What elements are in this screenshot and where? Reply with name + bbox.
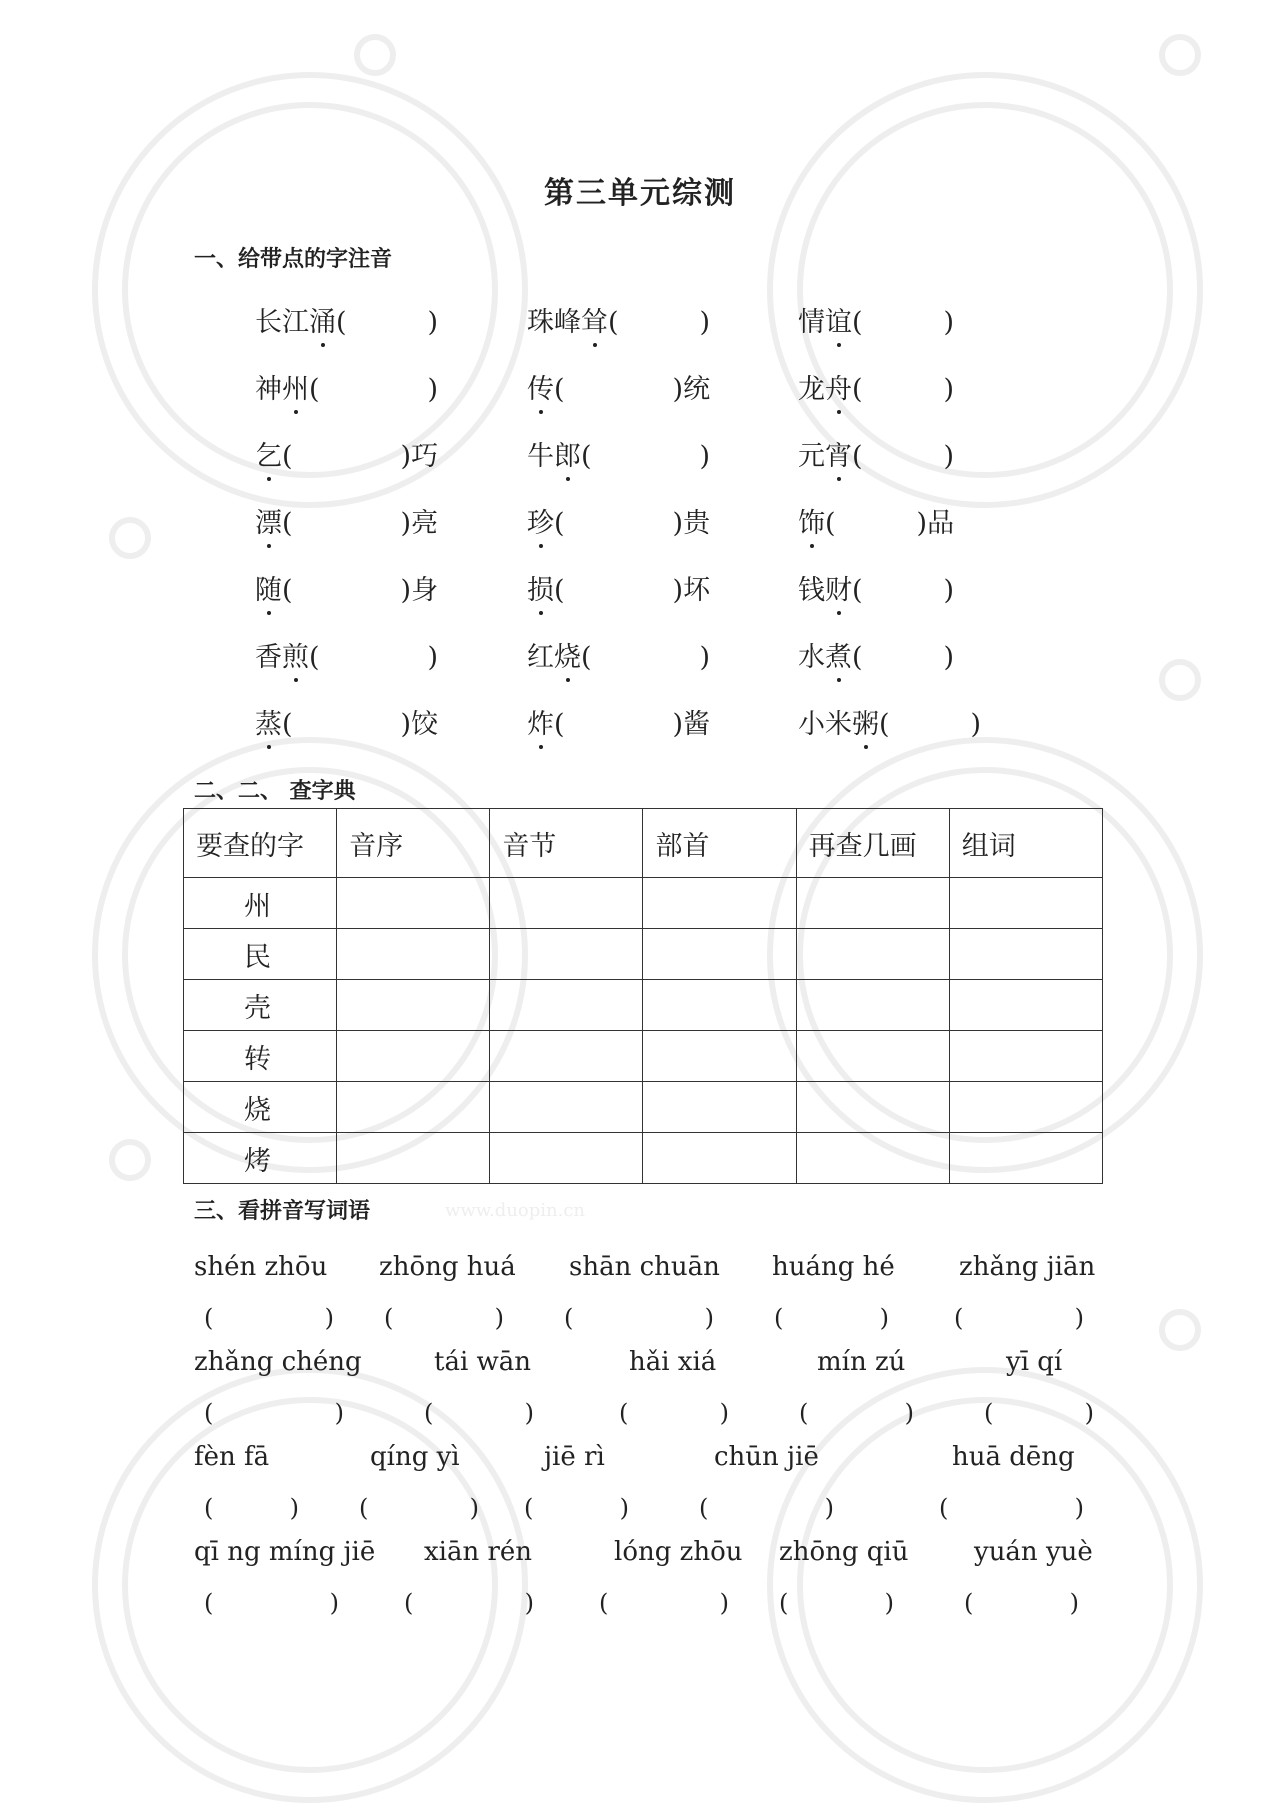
answer-blank[interactable]: ( ) bbox=[581, 441, 711, 472]
pinyin-row bbox=[194, 1347, 1094, 1395]
col-header: 要查的字 bbox=[184, 809, 337, 878]
answer-blank[interactable] bbox=[619, 1399, 729, 1427]
annotation-row bbox=[255, 702, 1055, 769]
word-part: 钱 bbox=[798, 575, 825, 606]
annotation-row bbox=[255, 501, 1055, 568]
section3-heading: 三、看拼音写词语 bbox=[194, 1199, 371, 1224]
dotted-char: 宵 bbox=[825, 434, 852, 473]
dotted-char: 舟 bbox=[825, 367, 852, 406]
bracket-close: ) bbox=[1074, 1304, 1084, 1332]
bracket-close: ) bbox=[289, 1494, 299, 1522]
pinyin-word: zhǎng chéng bbox=[194, 1347, 362, 1377]
annotation-item bbox=[255, 568, 438, 608]
col-header: 音序 bbox=[337, 809, 490, 878]
bracket-open: ( bbox=[404, 1589, 414, 1617]
answer-cell[interactable] bbox=[949, 878, 1102, 929]
answer-cell[interactable] bbox=[337, 929, 490, 980]
lookup-char: 壳 bbox=[184, 980, 337, 1031]
bracket-open: ( bbox=[524, 1494, 534, 1522]
bracket-close: ) bbox=[884, 1589, 894, 1617]
bracket-close: ) bbox=[824, 1494, 834, 1522]
pinyin-annotation-grid bbox=[255, 300, 1055, 769]
annotation-item bbox=[527, 568, 710, 608]
bracket-close: ) bbox=[334, 1399, 344, 1427]
lookup-char: 烤 bbox=[184, 1133, 337, 1184]
bracket-close: ) bbox=[1084, 1399, 1094, 1427]
answer-cell[interactable] bbox=[949, 1082, 1102, 1133]
answer-cell[interactable] bbox=[796, 980, 949, 1031]
word-part: 牛 bbox=[527, 441, 554, 472]
pinyin-word: zhōng huá bbox=[379, 1252, 516, 1282]
table-row bbox=[184, 980, 1103, 1031]
answer-row bbox=[194, 1395, 1094, 1442]
word-part: 坏 bbox=[683, 575, 711, 606]
pinyin-word: lóng zhōu bbox=[614, 1537, 743, 1567]
answer-blank[interactable] bbox=[564, 1304, 714, 1332]
answer-blank[interactable] bbox=[404, 1589, 534, 1617]
dotted-char: 煮 bbox=[825, 635, 852, 674]
lookup-char: 烧 bbox=[184, 1082, 337, 1133]
dotted-char: 传 bbox=[527, 367, 554, 406]
answer-blank[interactable] bbox=[599, 1589, 729, 1617]
word-part: 饺 bbox=[411, 709, 439, 740]
dotted-char: 烧 bbox=[554, 635, 581, 674]
answer-cell[interactable] bbox=[643, 1031, 796, 1082]
answer-row bbox=[194, 1585, 1094, 1632]
answer-cell[interactable] bbox=[949, 1133, 1102, 1184]
answer-cell[interactable] bbox=[796, 878, 949, 929]
answer-cell[interactable] bbox=[949, 929, 1102, 980]
answer-cell[interactable] bbox=[490, 929, 643, 980]
pinyin-word: xiān rén bbox=[424, 1537, 533, 1567]
dotted-char: 煎 bbox=[282, 635, 309, 674]
dotted-char: 乞 bbox=[255, 434, 282, 473]
pinyin-row bbox=[194, 1252, 1094, 1300]
bracket-open: ( bbox=[359, 1494, 369, 1522]
annotation-item bbox=[255, 367, 438, 407]
bracket-open: ( bbox=[799, 1399, 809, 1427]
pinyin-writing-grid bbox=[194, 1252, 1094, 1632]
dotted-char: 财 bbox=[825, 568, 852, 607]
bracket-open: ( bbox=[204, 1399, 214, 1427]
answer-cell[interactable] bbox=[490, 1031, 643, 1082]
annotation-item bbox=[798, 300, 954, 340]
annotation-item bbox=[255, 300, 438, 340]
answer-cell[interactable] bbox=[796, 929, 949, 980]
pinyin-word: shān chuān bbox=[569, 1252, 720, 1282]
word-part: 珠峰 bbox=[527, 307, 581, 338]
annotation-item bbox=[798, 635, 954, 675]
dotted-char: 损 bbox=[527, 568, 554, 607]
bracket-close: ) bbox=[704, 1304, 714, 1332]
bracket-open: ( bbox=[204, 1304, 214, 1332]
bracket-close: ) bbox=[524, 1399, 534, 1427]
lookup-char: 州 bbox=[184, 878, 337, 929]
bracket-close: ) bbox=[324, 1304, 334, 1332]
answer-cell[interactable] bbox=[337, 1031, 490, 1082]
dotted-char: 耸 bbox=[581, 300, 608, 339]
answer-cell[interactable] bbox=[337, 1133, 490, 1184]
watermark-url: www.duopin.cn bbox=[445, 1200, 586, 1221]
answer-cell[interactable] bbox=[337, 878, 490, 929]
answer-cell[interactable] bbox=[337, 980, 490, 1031]
answer-blank[interactable] bbox=[524, 1494, 629, 1522]
answer-blank[interactable] bbox=[964, 1589, 1079, 1617]
answer-cell[interactable] bbox=[949, 980, 1102, 1031]
table-header-row bbox=[184, 809, 1103, 878]
answer-blank[interactable]: ( ) bbox=[554, 709, 684, 740]
answer-cell[interactable] bbox=[643, 980, 796, 1031]
annotation-item bbox=[798, 702, 981, 742]
bracket-close: ) bbox=[904, 1399, 914, 1427]
bracket-open: ( bbox=[939, 1494, 949, 1522]
bracket-open: ( bbox=[774, 1304, 784, 1332]
table-row bbox=[184, 929, 1103, 980]
annotation-row bbox=[255, 300, 1055, 367]
col-header: 组词 bbox=[949, 809, 1102, 878]
pinyin-word: qī ng míng jiē bbox=[194, 1537, 376, 1567]
bracket-open: ( bbox=[424, 1399, 434, 1427]
answer-blank[interactable]: ( ) bbox=[282, 575, 412, 606]
annotation-item bbox=[527, 635, 710, 675]
word-part: 神 bbox=[255, 374, 282, 405]
bracket-open: ( bbox=[619, 1399, 629, 1427]
word-part: 品 bbox=[927, 508, 955, 539]
answer-blank[interactable] bbox=[774, 1304, 889, 1332]
annotation-item bbox=[798, 501, 954, 541]
bracket-open: ( bbox=[779, 1589, 789, 1617]
answer-blank[interactable]: ( ) bbox=[554, 575, 684, 606]
answer-blank[interactable]: ( ) bbox=[852, 575, 955, 606]
pinyin-row bbox=[194, 1537, 1094, 1585]
annotation-row bbox=[255, 434, 1055, 501]
answer-row bbox=[194, 1490, 1094, 1537]
word-part: 元 bbox=[798, 441, 825, 472]
dictionary-table bbox=[183, 808, 1103, 1184]
answer-blank[interactable]: ( ) bbox=[554, 508, 684, 539]
answer-blank[interactable] bbox=[204, 1494, 299, 1522]
answer-blank[interactable] bbox=[939, 1494, 1084, 1522]
dotted-char: 漂 bbox=[255, 501, 282, 540]
section2-heading: 二、二、 查字典 bbox=[194, 779, 356, 804]
pinyin-word: fèn fā bbox=[194, 1442, 270, 1472]
pinyin-word: tái wān bbox=[434, 1347, 532, 1377]
pinyin-word: zhǎng jiān bbox=[959, 1252, 1096, 1282]
word-part: 长江 bbox=[255, 307, 309, 338]
bracket-close: ) bbox=[719, 1399, 729, 1427]
pinyin-word: qíng yì bbox=[370, 1442, 460, 1472]
bracket-close: ) bbox=[494, 1304, 504, 1332]
answer-blank[interactable] bbox=[204, 1304, 334, 1332]
pinyin-word: hǎi xiá bbox=[629, 1347, 717, 1377]
word-part: 身 bbox=[411, 575, 439, 606]
dotted-char: 饰 bbox=[798, 501, 825, 540]
dotted-char: 州 bbox=[282, 367, 309, 406]
annotation-item bbox=[527, 702, 710, 742]
bracket-close: ) bbox=[524, 1589, 534, 1617]
col-header: 部首 bbox=[643, 809, 796, 878]
annotation-item bbox=[798, 568, 954, 608]
word-part: 小米 bbox=[798, 709, 852, 740]
dotted-char: 随 bbox=[255, 568, 282, 607]
pinyin-word: zhōng qiū bbox=[779, 1537, 909, 1567]
answer-cell[interactable] bbox=[490, 980, 643, 1031]
annotation-item bbox=[255, 434, 438, 474]
bracket-open: ( bbox=[984, 1399, 994, 1427]
answer-cell[interactable] bbox=[796, 1133, 949, 1184]
word-part: 统 bbox=[683, 374, 711, 405]
answer-cell[interactable] bbox=[643, 929, 796, 980]
answer-blank[interactable]: ( ) bbox=[282, 508, 412, 539]
pinyin-word: yuán yuè bbox=[974, 1537, 1093, 1567]
pinyin-word: mín zú bbox=[817, 1347, 906, 1377]
pinyin-word: chūn jiē bbox=[714, 1442, 819, 1472]
answer-blank[interactable]: ( ) bbox=[852, 307, 955, 338]
answer-blank[interactable] bbox=[204, 1589, 339, 1617]
word-part: 龙 bbox=[798, 374, 825, 405]
section1-heading: 一、给带点的字注音 bbox=[194, 247, 393, 272]
page-title: 第三单元综测 bbox=[544, 176, 736, 211]
lookup-char: 民 bbox=[184, 929, 337, 980]
table-row bbox=[184, 878, 1103, 929]
bracket-close: ) bbox=[719, 1589, 729, 1617]
bracket-close: ) bbox=[1074, 1494, 1084, 1522]
annotation-item bbox=[255, 702, 438, 742]
bracket-open: ( bbox=[204, 1494, 214, 1522]
answer-blank[interactable]: ( ) bbox=[852, 642, 955, 673]
table-row bbox=[184, 1031, 1103, 1082]
dotted-char: 谊 bbox=[825, 300, 852, 339]
dotted-char: 蒸 bbox=[255, 702, 282, 741]
word-part: 贵 bbox=[683, 508, 711, 539]
pinyin-word: jiē rì bbox=[544, 1442, 605, 1472]
answer-blank[interactable] bbox=[384, 1304, 504, 1332]
answer-cell[interactable] bbox=[490, 1082, 643, 1133]
word-part: 香 bbox=[255, 642, 282, 673]
dotted-char: 粥 bbox=[852, 702, 879, 741]
annotation-item bbox=[527, 300, 710, 340]
annotation-item bbox=[527, 367, 710, 407]
annotation-row bbox=[255, 568, 1055, 635]
answer-blank[interactable] bbox=[779, 1589, 894, 1617]
word-part: 酱 bbox=[683, 709, 711, 740]
answer-row bbox=[194, 1300, 1094, 1347]
bracket-close: ) bbox=[879, 1304, 889, 1332]
answer-cell[interactable] bbox=[643, 878, 796, 929]
answer-blank[interactable]: ( ) bbox=[554, 374, 684, 405]
answer-blank[interactable] bbox=[424, 1399, 534, 1427]
pinyin-word: yī qí bbox=[1006, 1347, 1063, 1377]
answer-blank[interactable]: ( ) bbox=[309, 374, 439, 405]
table-row bbox=[184, 1133, 1103, 1184]
answer-blank[interactable] bbox=[699, 1494, 834, 1522]
annotation-row bbox=[255, 367, 1055, 434]
answer-blank[interactable]: ( ) bbox=[282, 709, 412, 740]
bracket-open: ( bbox=[699, 1494, 709, 1522]
lookup-char: 转 bbox=[184, 1031, 337, 1082]
answer-blank[interactable]: ( ) bbox=[608, 307, 711, 338]
dotted-char: 郎 bbox=[554, 434, 581, 473]
word-part: 巧 bbox=[411, 441, 439, 472]
word-part: 情 bbox=[798, 307, 825, 338]
answer-cell[interactable] bbox=[490, 878, 643, 929]
dotted-char: 珍 bbox=[527, 501, 554, 540]
answer-blank[interactable] bbox=[359, 1494, 479, 1522]
annotation-item bbox=[255, 501, 438, 541]
pinyin-word: shén zhōu bbox=[194, 1252, 328, 1282]
answer-blank[interactable]: ( ) bbox=[309, 642, 439, 673]
annotation-item bbox=[255, 635, 438, 675]
answer-blank[interactable]: ( ) bbox=[852, 441, 955, 472]
answer-blank[interactable]: ( ) bbox=[581, 642, 711, 673]
bracket-open: ( bbox=[564, 1304, 574, 1332]
answer-blank[interactable] bbox=[984, 1399, 1094, 1427]
pinyin-word: huáng hé bbox=[772, 1252, 895, 1282]
answer-cell[interactable] bbox=[643, 1133, 796, 1184]
answer-blank[interactable] bbox=[799, 1399, 914, 1427]
answer-blank[interactable] bbox=[954, 1304, 1084, 1332]
bracket-open: ( bbox=[964, 1589, 974, 1617]
answer-cell[interactable] bbox=[490, 1133, 643, 1184]
bracket-open: ( bbox=[954, 1304, 964, 1332]
answer-cell[interactable] bbox=[796, 1082, 949, 1133]
answer-cell[interactable] bbox=[796, 1031, 949, 1082]
bracket-close: ) bbox=[469, 1494, 479, 1522]
bracket-open: ( bbox=[599, 1589, 609, 1617]
dotted-char: 炸 bbox=[527, 702, 554, 741]
bracket-close: ) bbox=[1069, 1589, 1079, 1617]
annotation-item bbox=[527, 501, 710, 541]
word-part: 水 bbox=[798, 642, 825, 673]
table-row bbox=[184, 1082, 1103, 1133]
word-part: 红 bbox=[527, 642, 554, 673]
answer-cell[interactable] bbox=[949, 1031, 1102, 1082]
annotation-item bbox=[527, 434, 710, 474]
bracket-open: ( bbox=[204, 1589, 214, 1617]
answer-blank[interactable]: ( ) bbox=[282, 441, 412, 472]
answer-blank[interactable]: ( ) bbox=[879, 709, 982, 740]
bracket-close: ) bbox=[619, 1494, 629, 1522]
annotation-item bbox=[798, 367, 954, 407]
answer-cell[interactable] bbox=[643, 1082, 796, 1133]
word-part: 亮 bbox=[411, 508, 439, 539]
pinyin-row bbox=[194, 1442, 1094, 1490]
annotation-item bbox=[798, 434, 954, 474]
dotted-char: 涌 bbox=[309, 300, 336, 339]
answer-blank[interactable]: ( ) bbox=[825, 508, 928, 539]
answer-blank[interactable]: ( ) bbox=[336, 307, 439, 338]
annotation-row bbox=[255, 635, 1055, 702]
bracket-open: ( bbox=[384, 1304, 394, 1332]
answer-cell[interactable] bbox=[337, 1082, 490, 1133]
pinyin-word: huā dēng bbox=[952, 1442, 1075, 1472]
answer-blank[interactable]: ( ) bbox=[852, 374, 955, 405]
bracket-close: ) bbox=[329, 1589, 339, 1617]
col-header: 音节 bbox=[490, 809, 643, 878]
col-header: 再查几画 bbox=[796, 809, 949, 878]
answer-blank[interactable] bbox=[204, 1399, 344, 1427]
